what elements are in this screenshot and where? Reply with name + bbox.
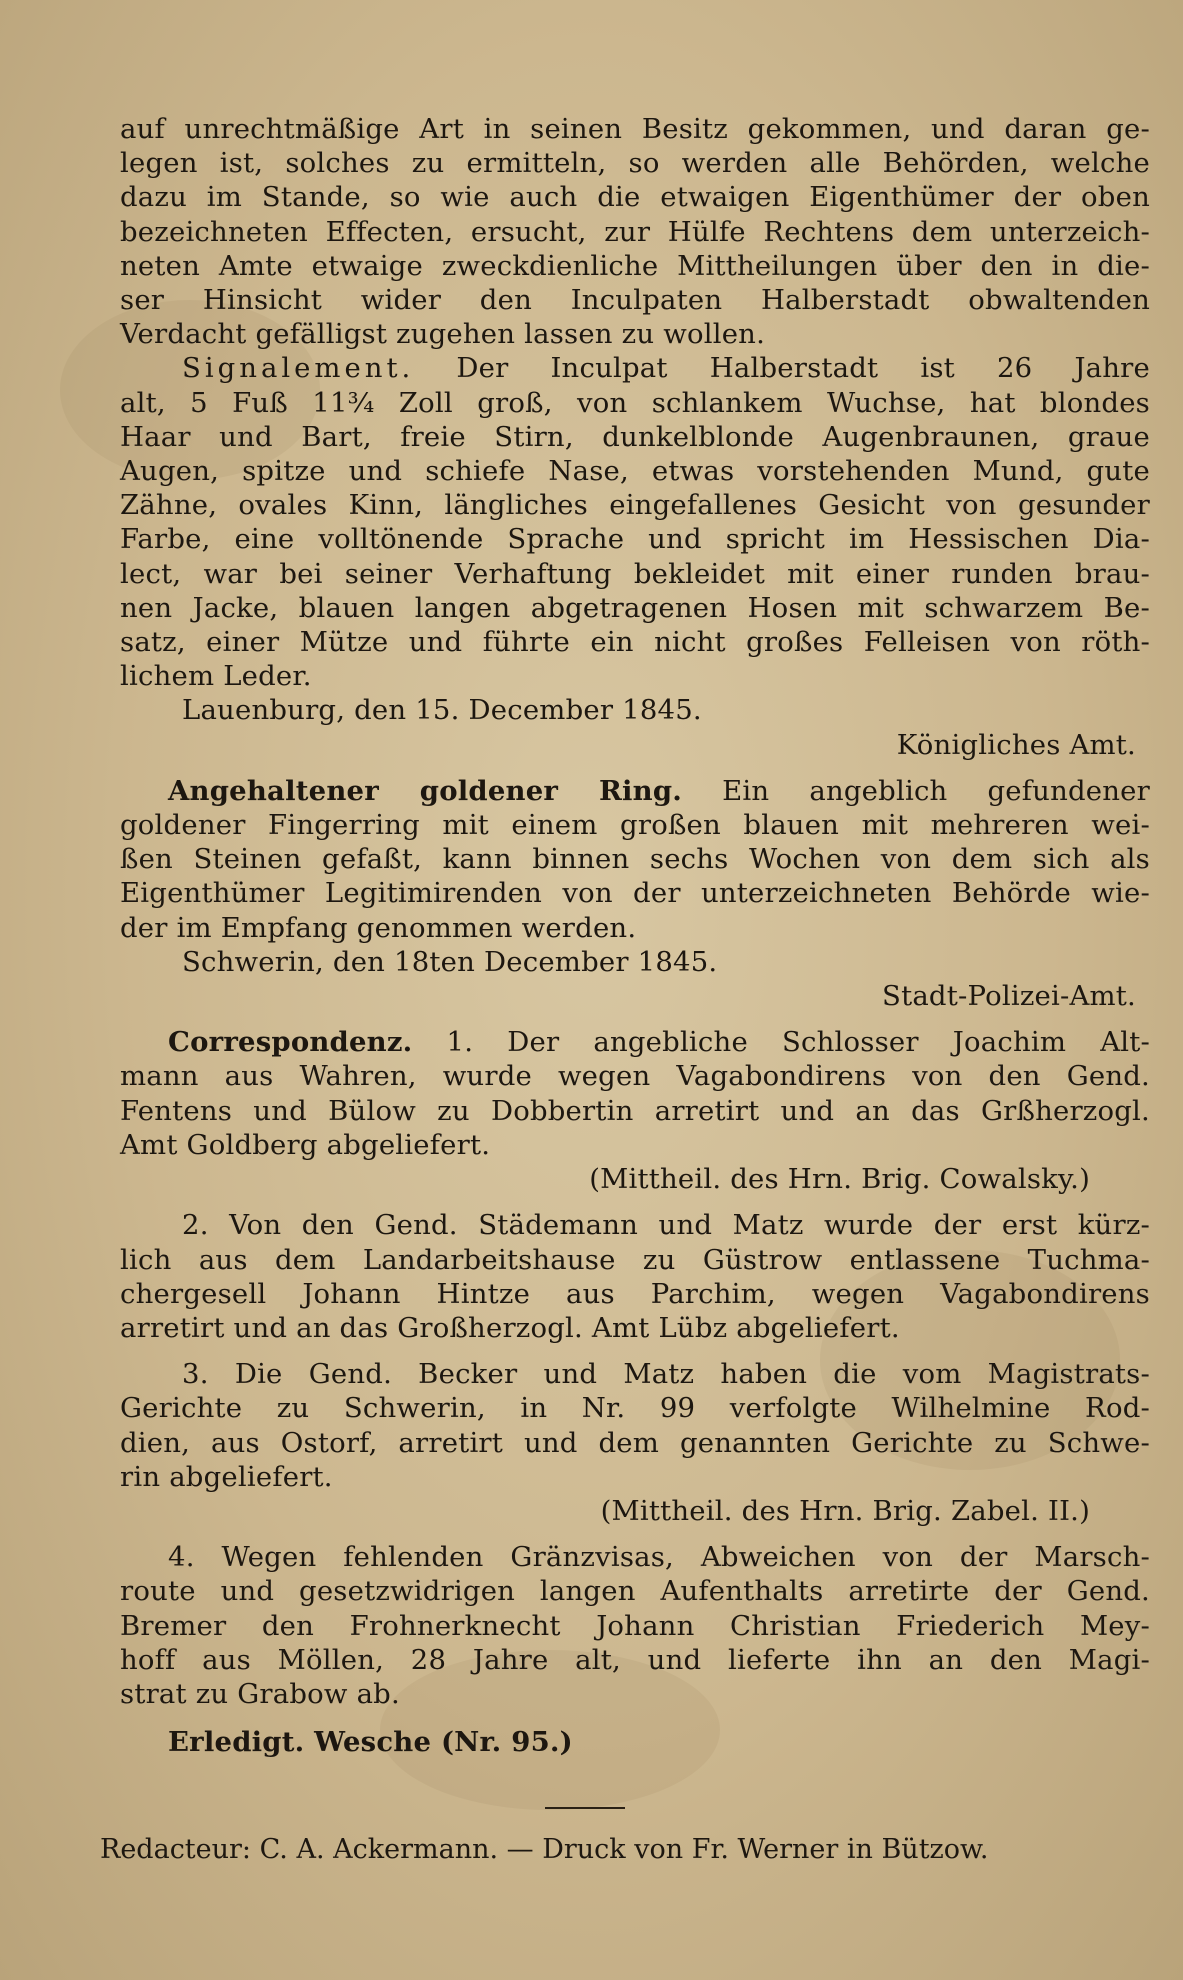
ring-heading: Angehaltener goldener Ring.: [168, 774, 683, 807]
signature-koenigliches-amt: Königliches Amt.: [896, 728, 1136, 761]
text-line: 4. Wegen fehlenden Gränzvisas, Abweichen von der Marsch-: [168, 1541, 1150, 1574]
text-line: auf unrechtmäßige Art in seinen Besitz gekommen, und daran ge-: [120, 113, 1150, 145]
erledigt-line: Erledigt. Wesche (Nr. 95.): [168, 1726, 573, 1759]
text-line: 3. Die Gend. Becker und Matz haben die vom Magistrats-: [182, 1358, 1150, 1391]
correspondenz-item-3: [120, 1357, 1150, 1494]
text-line: [120, 351, 1150, 385]
correspondenz-heading: Correspondenz.: [168, 1026, 413, 1059]
notice-lauenburg-intro: [120, 112, 1150, 351]
text-line: neten Amte etwaige zweckdienliche Mittheilungen über den in die-: [120, 249, 1150, 282]
spacer: [120, 762, 1150, 774]
text-line: lichem Leder.: [120, 660, 312, 693]
text-line: 2. Von den Gend. Städemann und Matz wurde der erst kürz-: [182, 1209, 1150, 1242]
text-line: Augen, spitze und schiefe Nase, etwas vorstehenden Mund, gute: [120, 455, 1150, 488]
text-line: Verdacht gefälligst zugehen lassen zu wollen.: [120, 318, 766, 351]
place-date-lauenburg: Lauenburg, den 15. December 1845.: [182, 694, 702, 727]
correspondenz-item-2: [120, 1208, 1150, 1345]
text-line: lich aus dem Landarbeitshause zu Güstrow entlassene Tuchma-: [120, 1243, 1150, 1276]
text-line: der im Empfang genommen werden.: [120, 911, 637, 944]
text-line: alt, 5 Fuß 11¾ Zoll groß, von schlankem Wuchse, hat blondes: [120, 386, 1150, 419]
text-line: dazu im Stande, so wie auch die etwaigen Eigenthümer der oben: [120, 181, 1150, 214]
text-line: Gerichte zu Schwerin, in Nr. 99 verfolgte Wilhelmine Rod-: [120, 1392, 1150, 1425]
text-line: ser Hinsicht wider den Inculpaten Halberstadt obwaltenden: [120, 284, 1150, 317]
text-line: Fentens und Bülow zu Dobbertin arretirt und an das Grßherzogl.: [120, 1094, 1150, 1127]
text-line: Bremer den Frohnerknecht Johann Christian Friederich Mey-: [120, 1609, 1150, 1642]
credit-zabel: (Mittheil. des Hrn. Brig. Zabel. II.): [600, 1494, 1090, 1527]
credit-cowalsky: (Mittheil. des Hrn. Brig. Cowalsky.): [589, 1163, 1090, 1196]
separator-rule: [545, 1807, 625, 1809]
correspondenz-item-1: [120, 1025, 1150, 1162]
text-line-rest: Ein angeblich gefundener: [722, 774, 1150, 807]
text-line: bezeichneten Effecten, ersucht, zur Hülfe Rechtens dem unterzeich-: [120, 215, 1150, 248]
text-line: Zähne, ovales Kinn, längliches eingefallenes Gesicht von gesunder: [120, 489, 1150, 522]
text-line: hoff aus Möllen, 28 Jahre alt, und lieferte ihn an den Magi-: [120, 1643, 1150, 1676]
place-date-schwerin: Schwerin, den 18ten December 1845.: [182, 945, 718, 978]
spacer: [120, 1345, 1150, 1357]
text-line: Haar und Bart, freie Stirn, dunkelblonde Augenbraunen, graue: [120, 420, 1150, 453]
signalement-paragraph: [120, 351, 1150, 693]
notice-goldener-ring: [120, 774, 1150, 945]
signature-stadt-polizei-amt: Stadt-Polizei-Amt.: [882, 980, 1136, 1013]
correspondenz-item-4: [120, 1540, 1150, 1711]
spacer: [120, 1711, 1150, 1725]
text-line: Eigenthümer Legitimirenden von der unterzeichneten Behörde wie-: [120, 877, 1150, 910]
text-line: rin abgeliefert.: [120, 1460, 333, 1493]
text-line-rest: 1. Der angebliche Schlosser Joachim Alt-: [446, 1026, 1150, 1059]
text-column: [120, 112, 1150, 1759]
text-line: Amt Goldberg abgeliefert.: [120, 1128, 491, 1161]
text-line-rest: Der Inculpat Halberstadt ist 26 Jahre: [456, 352, 1150, 385]
text-line: [120, 774, 1150, 808]
spacer: [120, 1196, 1150, 1208]
spacer: [120, 1528, 1150, 1540]
text-line: mann aus Wahren, wurde wegen Vagabondirens von den Gend.: [120, 1060, 1150, 1093]
text-line: Farbe, eine volltönende Sprache und spricht im Hessischen Dia-: [120, 523, 1150, 556]
text-line: nen Jacke, blauen langen abgetragenen Hosen mit schwarzem Be-: [120, 591, 1150, 624]
text-line: ßen Steinen gefaßt, kann binnen sechs Wochen von dem sich als: [120, 843, 1150, 876]
text-line: legen ist, solches zu ermitteln, so werden alle Behörden, welche: [120, 147, 1150, 180]
signalement-heading: Signalement.: [182, 352, 415, 385]
text-line: route und gesetzwidrigen langen Aufenthalts arretirte der Gend.: [120, 1575, 1150, 1608]
spacer: [120, 1013, 1150, 1025]
text-line: goldener Fingerring mit einem großen blauen mit mehreren wei-: [120, 809, 1150, 842]
text-line: dien, aus Ostorf, arretirt und dem genannten Gerichte zu Schwe-: [120, 1426, 1150, 1459]
imprint-footer: Redacteur: C. A. Ackermann. — Druck von Fr. Werner in Bützow.: [100, 1834, 989, 1865]
text-line: [120, 1025, 1150, 1059]
text-line: strat zu Grabow ab.: [120, 1677, 400, 1710]
text-line: lect, war bei seiner Verhaftung bekleidet mit einer runden brau-: [120, 557, 1150, 590]
text-line: chergesell Johann Hintze aus Parchim, wegen Vagabondirens: [120, 1277, 1150, 1310]
text-line: satz, einer Mütze und führte ein nicht großes Felleisen von röth-: [120, 626, 1150, 659]
text-line: arretirt und an das Großherzogl. Amt Lübz abgeliefert.: [120, 1311, 900, 1344]
